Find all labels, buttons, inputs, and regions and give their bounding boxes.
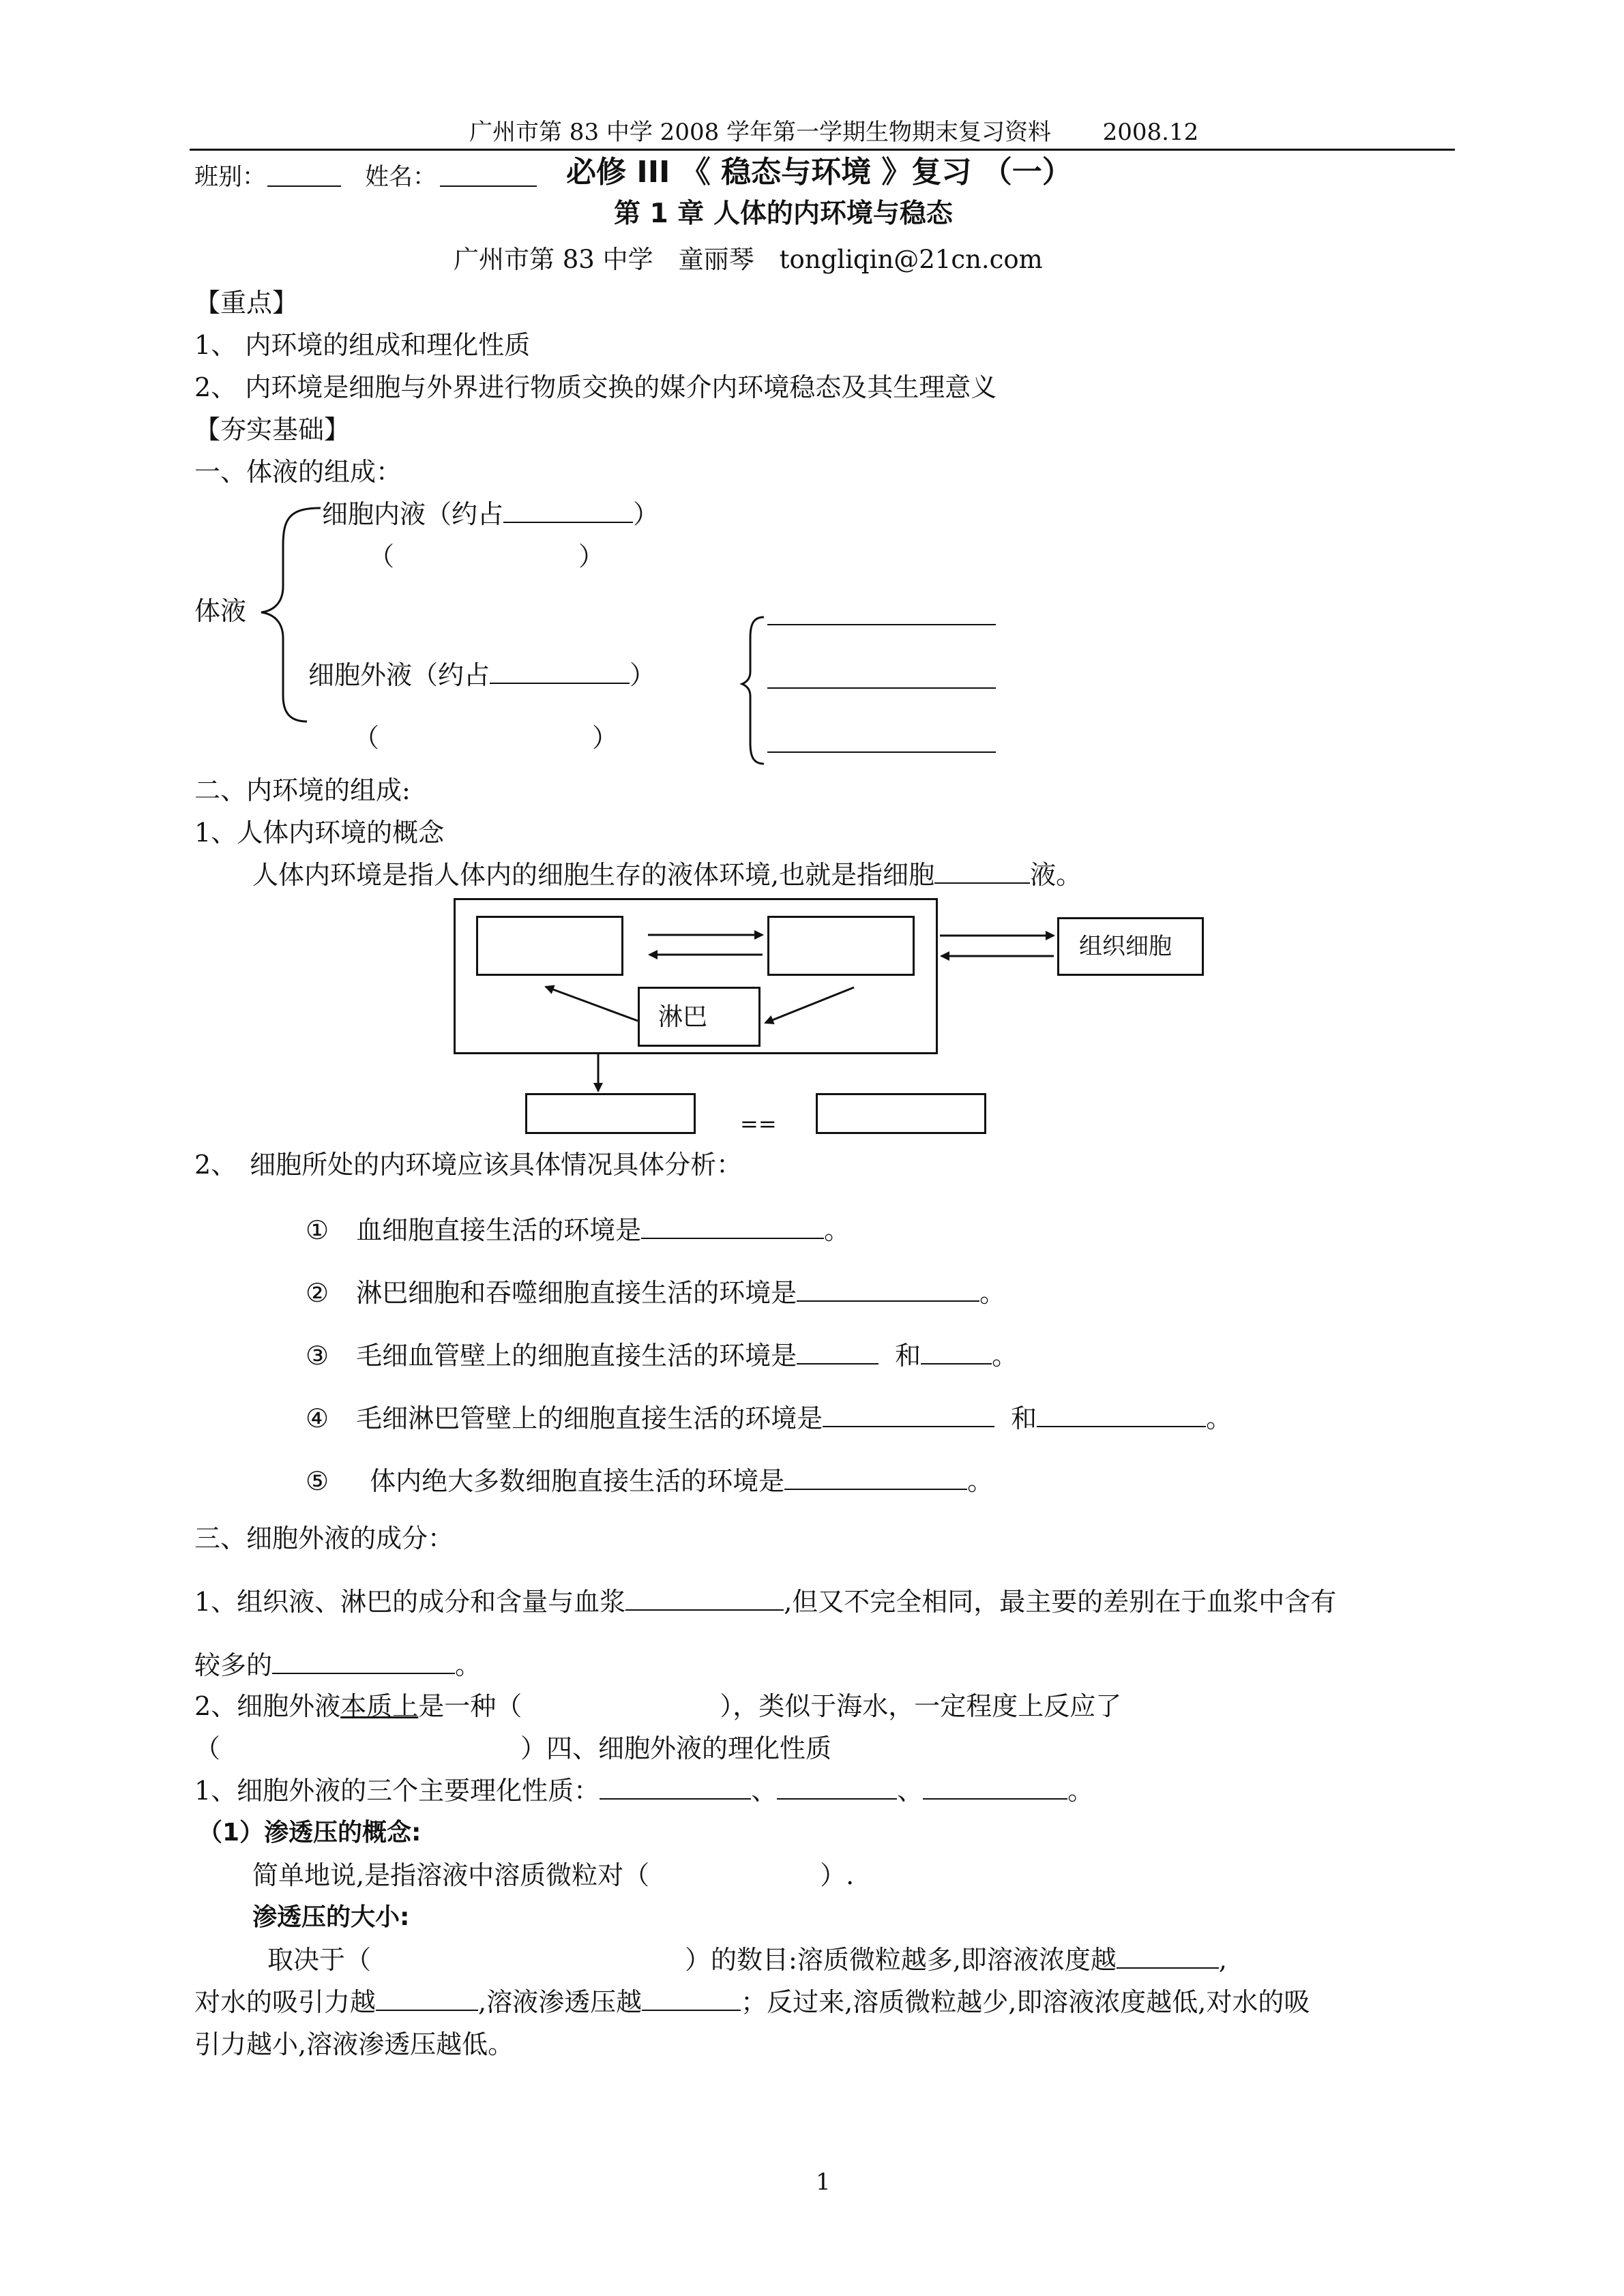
intracellular-paren-close: ） (578, 541, 605, 571)
section3-p1-cont: 较多的 。 (194, 1650, 482, 1680)
section3-p2: 2、细胞外液本质上是一种（ ），类似于海水，一定程度上反应了 (194, 1691, 1122, 1721)
env-item-2-blank[interactable] (797, 1277, 979, 1302)
section3-heading: 三、细胞外液的成分： (194, 1523, 454, 1553)
osmotic-pressure-blank[interactable] (642, 1986, 741, 2011)
body-fluid-label: 体液 (194, 596, 247, 626)
concentration-blank[interactable] (1117, 1944, 1219, 1969)
env-item-5-blank[interactable] (784, 1465, 967, 1490)
keypoint-item: 1、 内环境的组成和理化性质 (194, 330, 531, 360)
section2-sub1: 1、人体内环境的概念 (194, 818, 445, 848)
section4-p1: 1、细胞外液的三个主要理化性质： 、 、 。 (194, 1776, 1094, 1806)
property-blank-1[interactable] (600, 1775, 751, 1800)
env-item-4-blank-b[interactable] (1037, 1403, 1206, 1427)
osmotic-line3: 引力越小,溶液渗透压越低。 (194, 2029, 514, 2059)
page-title: 必修 III 《 稳态与环境 》复习 （一） (566, 155, 1072, 190)
env-item-1-blank[interactable] (641, 1214, 824, 1239)
property-blank-2[interactable] (777, 1775, 897, 1800)
keypoint-item: 2、 内环境是细胞与外界进行物质交换的媒介内环境稳态及其生理意义 (194, 372, 997, 402)
section3-p3: （ ）四、细胞外液的理化性质 (194, 1733, 832, 1763)
tissue-cell-label: 组织细胞 (1079, 933, 1172, 960)
foundation-heading: 【夯实基础】 (194, 415, 351, 445)
components-similar-blank[interactable] (625, 1586, 784, 1611)
env-item-3-blank-a[interactable] (797, 1340, 879, 1365)
osmotic-depends: 取决于（ ）的数目:溶质微粒越多,即溶液浓度越 , (267, 1945, 1227, 1975)
chapter-title: 第 1 章 人体的内环境与稳态 (614, 198, 953, 229)
osmotic-heading: （1）渗透压的概念: (198, 1819, 422, 1847)
arrow-right-to-lymph (765, 987, 854, 1023)
header-text: 广州市第 83 中学 2008 学年第一学期生物期末复习资料 (469, 119, 1052, 146)
section1-heading: 一、体液的组成： (194, 457, 402, 487)
env-item-3: ③ 毛细血管壁上的细胞直接生活的环境是 和 。 (306, 1341, 1018, 1371)
extracellular-paren-close: ） (592, 723, 619, 753)
class-label: 班别： (194, 164, 267, 191)
section2-heading: 二、内环境的组成: (194, 775, 411, 805)
header-date: 2008.12 (1102, 119, 1199, 146)
page-number: 1 (816, 2168, 831, 2196)
env-item-4-blank-a[interactable] (823, 1403, 994, 1427)
env-item-3-blank-b[interactable] (921, 1340, 992, 1365)
keypoints-heading: 【重点】 (194, 288, 299, 318)
extracellular-paren-open: （ (353, 723, 380, 753)
extracellular-label: 细胞外液（约占 ） (308, 660, 656, 690)
author-line: 广州市第 83 中学 童丽琴 tongliqin@21cn.com (454, 245, 1043, 274)
osmotic-definition: 简单地说,是指溶液中溶质微粒对（ ）. (252, 1860, 855, 1890)
env-item-5: ⑤ 体内绝大多数细胞直接生活的环境是 。 (306, 1466, 994, 1496)
lymph-label: 淋巴 (658, 1003, 708, 1031)
section2-sub2: 2、 细胞所处的内环境应该具体情况具体分析： (194, 1150, 743, 1180)
intracellular-paren-open: （ (368, 541, 395, 571)
name-label: 姓名： (365, 164, 437, 191)
osmotic-size-heading: 渗透压的大小: (252, 1903, 410, 1931)
env-item-4: ④ 毛细淋巴管壁上的细胞直接生活的环境是 和 。 (306, 1403, 1232, 1433)
attraction-blank[interactable] (376, 1986, 478, 2011)
plasma-more-blank[interactable] (272, 1650, 455, 1674)
env-item-1: ① 血细胞直接生活的环境是 。 (306, 1215, 851, 1245)
concept-sentence: 人体内环境是指人体内的细胞生存的液体环境,也就是指细胞 液。 (252, 860, 1082, 890)
equals-sign: == (740, 1111, 777, 1137)
property-blank-3[interactable] (923, 1775, 1067, 1800)
intracellular-label: 细胞内液（约占 ） (322, 499, 660, 529)
section3-p1: 1、组织液、淋巴的成分和含量与血浆 ,但又不完全相同，最主要的差别在于血浆中含有 (194, 1587, 1337, 1617)
env-item-2: ② 淋巴细胞和吞噬细胞直接生活的环境是 。 (306, 1278, 1006, 1308)
arrow-lymph-to-left (546, 987, 638, 1021)
osmotic-line2: 对水的吸引力越 ,溶液渗透压越 ；反过来,溶质微粒越少,即溶液浓度越低,对水的吸 (194, 1987, 1310, 2017)
